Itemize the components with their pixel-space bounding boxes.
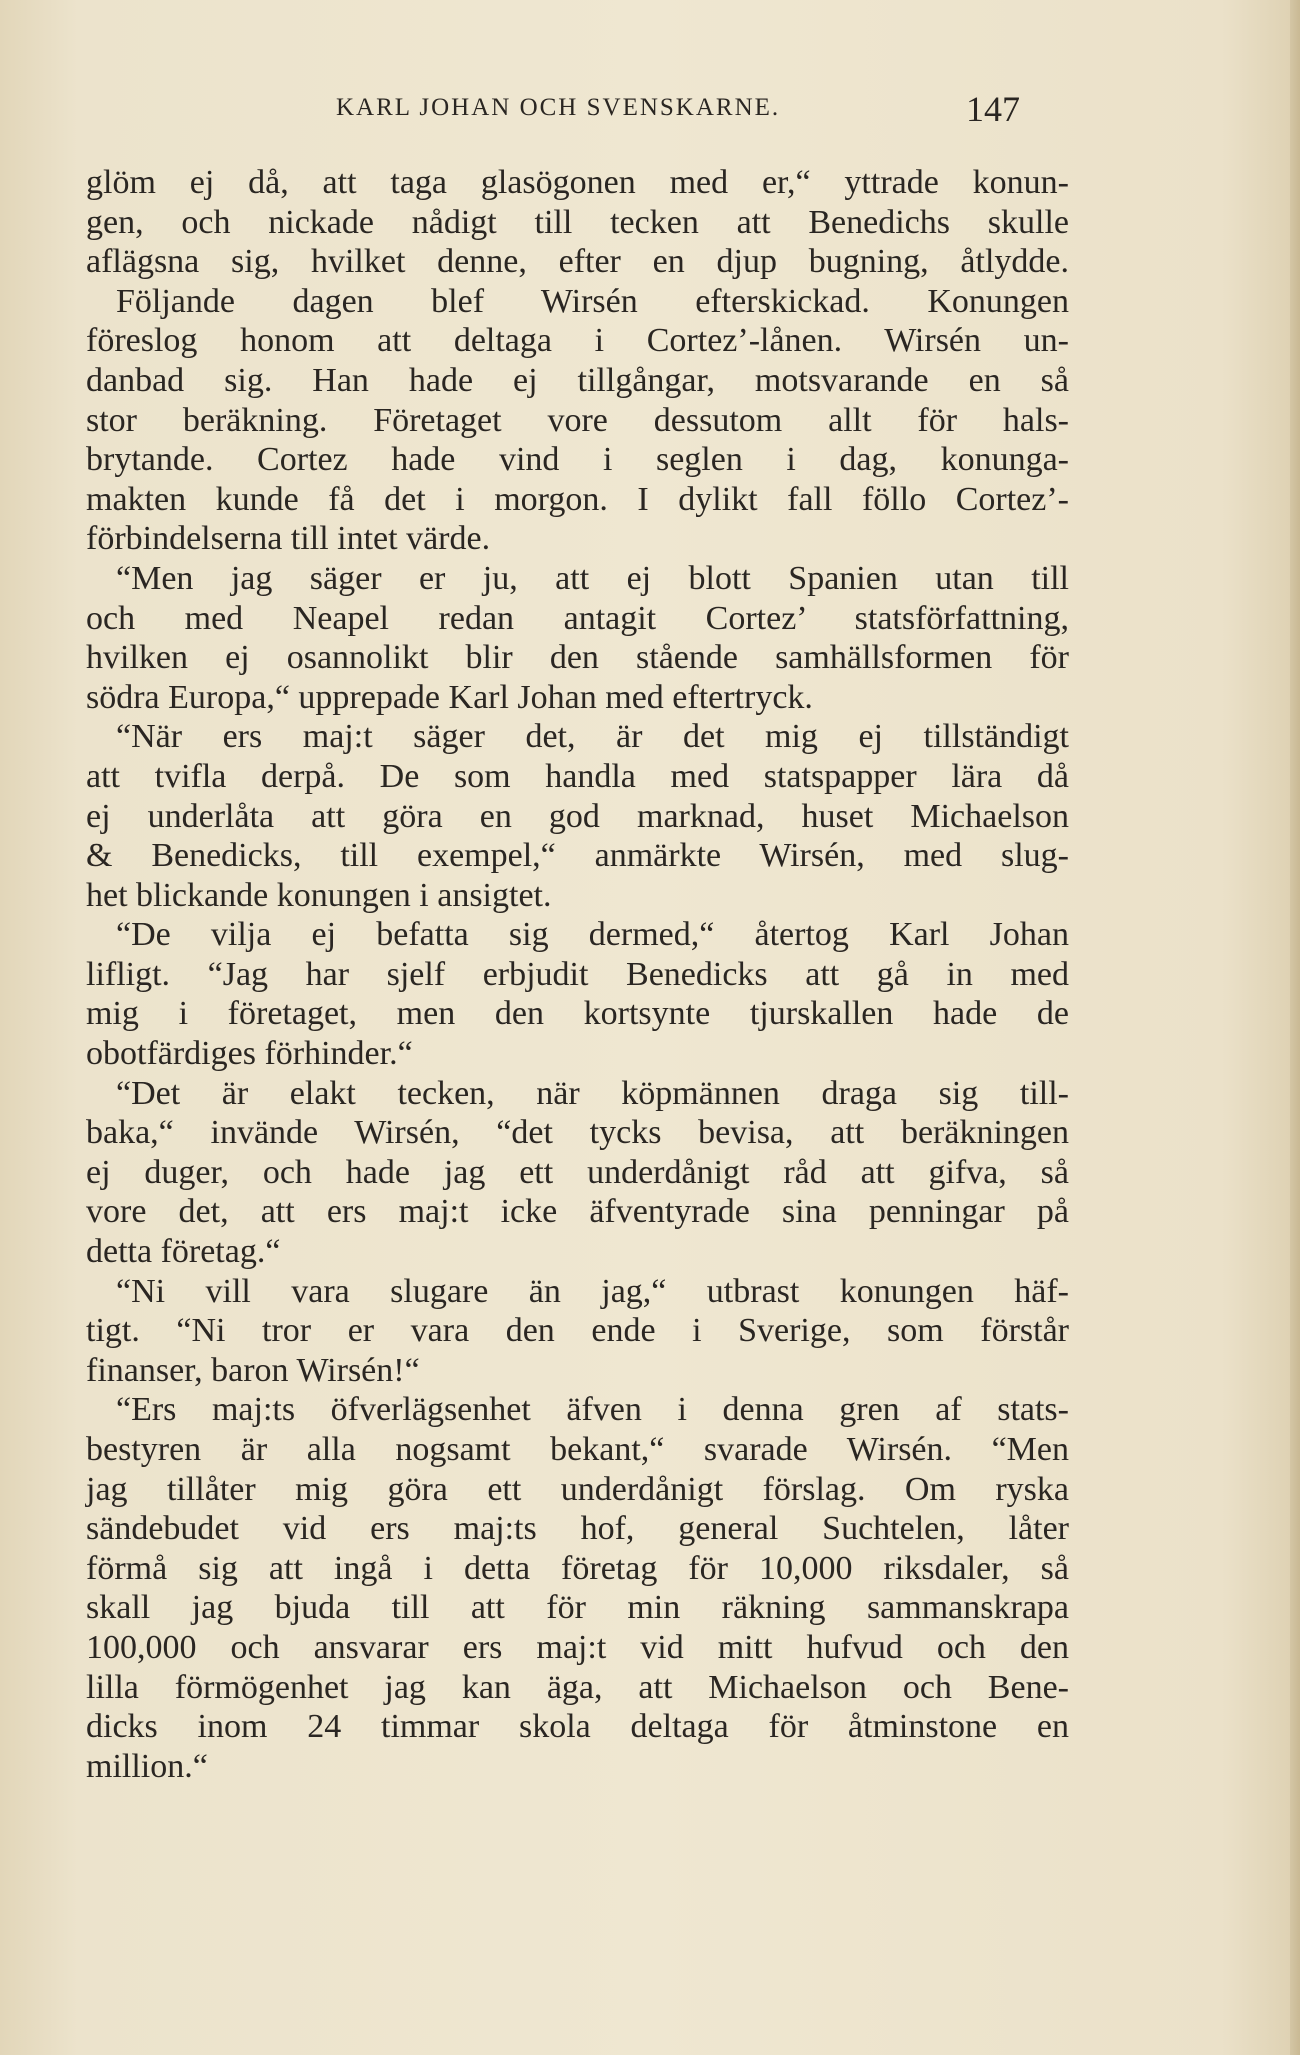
- text-line: Följande dagen blef Wirsén efterskickad. Konungen: [116, 282, 1069, 320]
- text-line: lifligt. “Jag har sjelf erbjudit Benedicks att gå in med: [86, 955, 1069, 993]
- text-line: het blickande konungen i ansigtet.: [86, 876, 552, 914]
- text-line: tigt. “Ni tror er vara den ende i Sverige, som förstår: [86, 1312, 1069, 1350]
- text-line: “Ni vill vara slugare än jag,“ utbrast konungen häf-: [116, 1272, 1069, 1310]
- text-line: “Ers maj:ts öfverlägsenhet äfven i denna gren af stats-: [116, 1391, 1069, 1429]
- text-line: föreslog honom att deltaga i Cortez’-lånen. Wirsén un-: [86, 322, 1069, 360]
- text-line: baka,“ invände Wirsén, “det tycks bevisa, att beräkningen: [86, 1114, 1069, 1152]
- page-header: [86, 88, 1026, 138]
- text-line: mig i företaget, men den kortsynte tjurskallen hade de: [86, 995, 1069, 1033]
- text-line: “Men jag säger er ju, att ej blott Spanien utan till: [116, 559, 1069, 597]
- page-number: 147: [966, 89, 1020, 129]
- text-line: aflägsna sig, hvilket denne, efter en djup bugning, åtlydde.: [86, 243, 1069, 281]
- text-line: stor beräkning. Företaget vore dessutom allt för hals-: [86, 401, 1069, 439]
- text-line: million.“: [86, 1747, 208, 1785]
- text-line: makten kunde få det i morgon. I dylikt fall föllo Cortez’-: [86, 480, 1069, 518]
- running-head: KARL JOHAN OCH SVENSKARNE.: [336, 94, 781, 121]
- text-line: danbad sig. Han hade ej tillgångar, motsvarande en så: [86, 361, 1069, 399]
- text-line: och med Neapel redan antagit Cortez’ statsförfattning,: [86, 599, 1069, 637]
- text-line: förbindelserna till intet värde.: [86, 520, 491, 558]
- text-line: obotfärdiges förhinder.“: [86, 1035, 413, 1073]
- text-line: detta företag.“: [86, 1233, 281, 1271]
- text-line: brytande. Cortez hade vind i seglen i dag, konunga-: [86, 441, 1069, 479]
- text-line: vore det, att ers maj:t icke äfventyrade sina penningar på: [86, 1193, 1069, 1231]
- text-line: skall jag bjuda till att för min räkning sammanskrapa: [86, 1589, 1069, 1627]
- text-line: ej underlåta att göra en god marknad, huset Michaelson: [86, 797, 1069, 835]
- text-line: hvilken ej osannolikt blir den stående samhällsformen för: [86, 639, 1069, 677]
- text-line: jag tillåter mig göra ett underdånigt förslag. Om ryska: [86, 1470, 1069, 1508]
- text-line: sändebudet vid ers maj:ts hof, general Suchtelen, låter: [86, 1510, 1069, 1548]
- text-line: dicks inom 24 timmar skola deltaga för åtminstone en: [86, 1708, 1069, 1746]
- text-line: “De vilja ej befatta sig dermed,“ återtog Karl Johan: [116, 916, 1069, 954]
- body-text: [86, 163, 1069, 1786]
- text-line: ej duger, och hade jag ett underdånigt råd att gifva, så: [86, 1153, 1069, 1191]
- text-line: “När ers maj:t säger det, är det mig ej tillständigt: [116, 718, 1069, 756]
- text-line: bestyren är alla nogsamt bekant,“ svarade Wirsén. “Men: [86, 1431, 1069, 1468]
- page-edge: [1290, 0, 1300, 2055]
- text-line: & Benedicks, till exempel,“ anmärkte Wirsén, med slug-: [86, 837, 1069, 875]
- text-line: finanser, baron Wirsén!“: [86, 1351, 420, 1389]
- text-line: lilla förmögenhet jag kan äga, att Michaelson och Bene-: [86, 1668, 1069, 1706]
- text-line: södra Europa,“ upprepade Karl Johan med eftertryck.: [86, 678, 813, 716]
- text-line: 100,000 och ansvarar ers maj:t vid mitt hufvud och den: [86, 1628, 1069, 1666]
- text-line: förmå sig att ingå i detta företag för 10,000 riksdaler, så: [86, 1549, 1069, 1587]
- text-line: glöm ej då, att taga glasögonen med er,“ yttrade konun-: [86, 164, 1069, 201]
- text-line: gen, och nickade nådigt till tecken att Benedichs skulle: [86, 203, 1069, 241]
- text-line: “Det är elakt tecken, när köpmännen draga sig till-: [116, 1074, 1069, 1112]
- text-line: att tvifla derpå. De som handla med statspapper lära då: [86, 757, 1069, 795]
